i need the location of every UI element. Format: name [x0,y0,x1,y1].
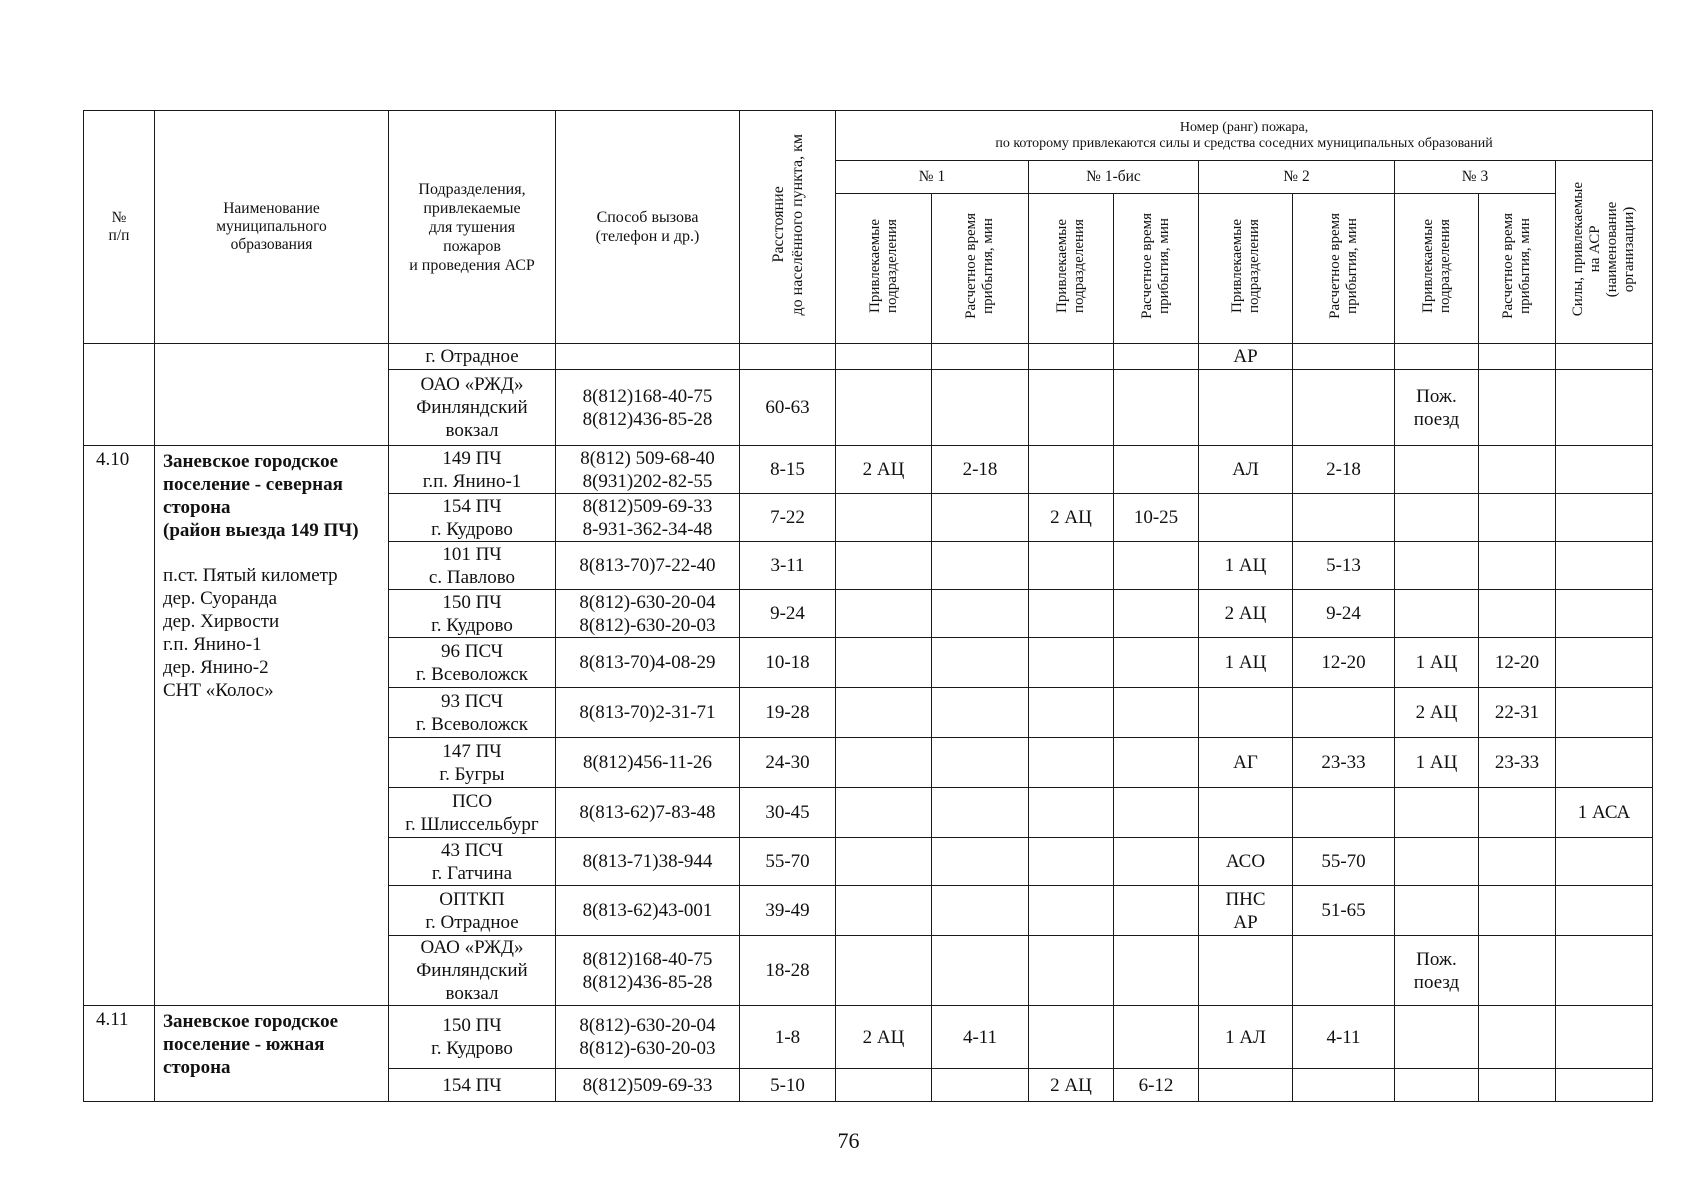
cell-phone: 8(813-71)38-944 [556,838,740,886]
cell-r3-time: 23-33 [1479,738,1556,788]
cell-r3-units: 1 АЦ [1395,738,1479,788]
cell-r1-units [836,542,932,590]
cell-distance [740,344,836,370]
cell-r1bis-time [1114,738,1199,788]
cell-num: 4.11 [84,1006,155,1102]
cell-r1bis-time: 10-25 [1114,494,1199,542]
header-fire-rank: Номер (ранг) пожара, по которому привлекаются силы и средства соседних муниципальных образований [836,111,1653,161]
header-num: № п/п [84,111,155,344]
cell-r3-time [1479,494,1556,542]
cell-r2-units: АГ [1199,738,1293,788]
cell-r1bis-time [1114,838,1199,886]
cell-distance: 24-30 [740,738,836,788]
cell-unit: 154 ПЧ [389,1069,556,1102]
cell-r1-time [932,542,1029,590]
cell-distance: 30-45 [740,788,836,838]
cell-phone: 8(812)168-40-75 8(812)436-85-28 [556,936,740,1006]
cell-unit: ПСО г. Шлиссельбург [389,788,556,838]
cell-r1-time [932,936,1029,1006]
cell-r1bis-units [1029,370,1114,446]
cell-r1bis-units [1029,344,1114,370]
cell-r1bis-units: 2 АЦ [1029,494,1114,542]
cell-distance: 10-18 [740,638,836,688]
cell-r3-time [1479,838,1556,886]
cell-r3-units [1395,446,1479,494]
cell-distance: 3-11 [740,542,836,590]
cell-unit: 154 ПЧ г. Кудрово [389,494,556,542]
header-r3-units: Привлекаемые подразделения [1395,194,1479,344]
header-municipality: Наименование муниципального образования [155,111,389,344]
cell-r2-units: АЛ [1199,446,1293,494]
cell-r1bis-units [1029,936,1114,1006]
cell-r3-units [1395,344,1479,370]
cell-r1bis-time [1114,688,1199,738]
header-asr-forces: Силы, привлекаемые на АСР (наименование организации) [1556,161,1653,344]
cell-distance: 55-70 [740,838,836,886]
table-row [84,344,1653,370]
cell-asr [1556,590,1653,638]
page-number: 76 [837,1128,860,1153]
cell-r3-time [1479,1006,1556,1069]
cell-phone: 8(813-62)43-001 [556,886,740,936]
cell-num: 4.10 [84,446,155,1006]
cell-phone: 8(813-70)7-22-40 [556,542,740,590]
cell-phone: 8(812)456-11-26 [556,738,740,788]
cell-r1-units [836,638,932,688]
cell-r2-time [1293,344,1395,370]
cell-r1-time [932,638,1029,688]
header-rank-1bis: № 1-бис [1029,161,1199,194]
cell-r3-units [1395,838,1479,886]
header-rank-2: № 2 [1199,161,1395,194]
cell-distance: 8-15 [740,446,836,494]
cell-r1bis-units [1029,788,1114,838]
cell-r1-time [932,788,1029,838]
cell-r1bis-time [1114,936,1199,1006]
cell-phone: 8(812)-630-20-04 8(812)-630-20-03 [556,590,740,638]
header-r1bis-units: Привлекаемые подразделения [1029,194,1114,344]
cell-r1-units [836,838,932,886]
cell-r3-units: Пож. поезд [1395,370,1479,446]
cell-r2-time: 23-33 [1293,738,1395,788]
cell-distance: 18-28 [740,936,836,1006]
cell-r3-units [1395,1006,1479,1069]
cell-r1-units [836,788,932,838]
cell-r1bis-time [1114,1006,1199,1069]
cell-asr [1556,638,1653,688]
cell-r1bis-units [1029,1006,1114,1069]
cell-phone: 8(812) 509-68-40 8(931)202-82-55 [556,446,740,494]
cell-phone: 8(812)168-40-75 8(812)436-85-28 [556,370,740,446]
cell-r2-units [1199,370,1293,446]
cell-r1-time [932,344,1029,370]
cell-r1-units [836,886,932,936]
cell-r2-units: ПНС АР [1199,886,1293,936]
cell-r1bis-time [1114,542,1199,590]
cell-r2-time [1293,370,1395,446]
cell-r1bis-time [1114,638,1199,688]
cell-r3-time [1479,370,1556,446]
cell-r1-time [932,688,1029,738]
cell-r1-time [932,370,1029,446]
cell-r1-time [932,590,1029,638]
cell-asr [1556,688,1653,738]
cell-r1bis-time: 6-12 [1114,1069,1199,1102]
cell-unit: 149 ПЧ г.п. Янино-1 [389,446,556,494]
cell-r2-units [1199,1069,1293,1102]
cell-r2-time: 2-18 [1293,446,1395,494]
cell-r2-time [1293,688,1395,738]
cell-r1bis-units [1029,688,1114,738]
cell-unit: ОПТКП г. Отрадное [389,886,556,936]
cell-asr [1556,446,1653,494]
cell-r1bis-units: 2 АЦ [1029,1069,1114,1102]
cell-r3-time [1479,936,1556,1006]
cell-phone: 8(813-62)7-83-48 [556,788,740,838]
cell-unit: 93 ПСЧ г. Всеволожск [389,688,556,738]
cell-r1-time [932,494,1029,542]
cell-phone: 8(812)-630-20-04 8(812)-630-20-03 [556,1006,740,1069]
cell-r1-units [836,1069,932,1102]
cell-unit: 43 ПСЧ г. Гатчина [389,838,556,886]
header-r1bis-time: Расчетное время прибытия, мин [1114,194,1199,344]
cell-unit: г. Отрадное [389,344,556,370]
cell-r1bis-units [1029,838,1114,886]
cell-r3-time [1479,1069,1556,1102]
cell-r3-time [1479,446,1556,494]
cell-asr [1556,370,1653,446]
cell-asr [1556,344,1653,370]
table-body [84,344,1653,1102]
header-r2-units: Привлекаемые подразделения [1199,194,1293,344]
cell-phone: 8(813-70)2-31-71 [556,688,740,738]
cell-municipality [155,446,389,1006]
cell-asr: 1 АСА [1556,788,1653,838]
cell-asr [1556,542,1653,590]
table-header [84,111,1653,344]
cell-r1-units [836,590,932,638]
cell-r1-units [836,738,932,788]
cell-asr [1556,738,1653,788]
cell-r3-units [1395,1069,1479,1102]
cell-distance: 19-28 [740,688,836,738]
cell-r3-time: 22-31 [1479,688,1556,738]
cell-r1bis-time [1114,344,1199,370]
cell-unit: 96 ПСЧ г. Всеволожск [389,638,556,688]
cell-r1bis-units [1029,590,1114,638]
cell-r2-time: 5-13 [1293,542,1395,590]
table-sheet [83,110,1652,1102]
cell-r2-time: 9-24 [1293,590,1395,638]
cell-unit: 150 ПЧ г. Кудрово [389,1006,556,1069]
cell-r1-time [932,1069,1029,1102]
cell-municipality [155,1006,389,1102]
cell-r2-time [1293,936,1395,1006]
cell-r2-units [1199,688,1293,738]
header-call-method: Способ вызова (телефон и др.) [556,111,740,344]
cell-r1-time [932,886,1029,936]
cell-r3-units: 1 АЦ [1395,638,1479,688]
municipality-name: Заневское городское поселение - северная сторона (район выезда 149 ПЧ) [163,451,359,541]
cell-asr [1556,1069,1653,1102]
cell-r1-units [836,688,932,738]
cell-distance: 7-22 [740,494,836,542]
cell-r1bis-units [1029,638,1114,688]
cell-r3-time [1479,344,1556,370]
header-distance: Расстояние до населённого пункта, км [740,111,836,344]
cell-r2-time: 12-20 [1293,638,1395,688]
cell-r2-time [1293,494,1395,542]
cell-r1-units: 2 АЦ [836,446,932,494]
cell-asr [1556,838,1653,886]
cell-r3-units [1395,886,1479,936]
cell-r3-time [1479,788,1556,838]
cell-phone: 8(813-70)4-08-29 [556,638,740,688]
cell-r2-time: 4-11 [1293,1006,1395,1069]
cell-r1-time: 4-11 [932,1006,1029,1069]
cell-r1-time: 2-18 [932,446,1029,494]
header-rank-1: № 1 [836,161,1029,194]
cell-r3-time [1479,542,1556,590]
cell-distance: 9-24 [740,590,836,638]
cell-r1bis-time [1114,370,1199,446]
cell-r3-units: 2 АЦ [1395,688,1479,738]
cell-distance: 60-63 [740,370,836,446]
table-row [84,1006,1653,1069]
cell-r3-time: 12-20 [1479,638,1556,688]
cell-r1bis-units [1029,738,1114,788]
cell-r3-time [1479,886,1556,936]
cell-asr [1556,1006,1653,1069]
cell-r1-time [932,738,1029,788]
header-r2-time: Расчетное время прибытия, мин [1293,194,1395,344]
cell-r1-time [932,838,1029,886]
cell-unit: ОАО «РЖД» Финляндский вокзал [389,370,556,446]
table-row [84,446,1653,494]
cell-phone [556,344,740,370]
cell-r3-units [1395,788,1479,838]
cell-r2-units [1199,494,1293,542]
cell-r3-units [1395,542,1479,590]
cell-phone: 8(812)509-69-33 8-931-362-34-48 [556,494,740,542]
cell-r2-time [1293,1069,1395,1102]
fire-forces-table [83,110,1653,1102]
cell-unit: 101 ПЧ с. Павлово [389,542,556,590]
cell-r3-units: Пож. поезд [1395,936,1479,1006]
cell-r3-units [1395,590,1479,638]
cell-r3-time [1479,590,1556,638]
cell-r2-time: 55-70 [1293,838,1395,886]
cell-num [84,344,155,446]
settlement-list: п.ст. Пятый километр дер. Суоранда дер. Хирвости г.п. Янино-1 дер. Янино-2 СНТ «Колос» [163,565,338,701]
cell-r1bis-units [1029,886,1114,936]
cell-phone: 8(812)509-69-33 [556,1069,740,1102]
cell-r1-units [836,370,932,446]
cell-asr [1556,494,1653,542]
cell-municipality [155,344,389,446]
cell-r3-units [1395,494,1479,542]
cell-r1-units: 2 АЦ [836,1006,932,1069]
cell-r2-units: АР [1199,344,1293,370]
cell-distance: 1-8 [740,1006,836,1069]
cell-asr [1556,886,1653,936]
cell-r2-units: АСО [1199,838,1293,886]
cell-distance: 39-49 [740,886,836,936]
municipality-name: Заневское городское поселение - южная сторона [163,1011,339,1078]
cell-r2-time: 51-65 [1293,886,1395,936]
cell-unit: 150 ПЧ г. Кудрово [389,590,556,638]
cell-unit: ОАО «РЖД» Финляндский вокзал [389,936,556,1006]
cell-r1bis-time [1114,886,1199,936]
cell-r1bis-time [1114,590,1199,638]
header-r3-time: Расчетное время прибытия, мин [1479,194,1556,344]
cell-distance: 5-10 [740,1069,836,1102]
cell-r1bis-units [1029,542,1114,590]
cell-r1bis-time [1114,446,1199,494]
cell-r2-units: 2 АЦ [1199,590,1293,638]
cell-asr [1556,936,1653,1006]
header-r1-time: Расчетное время прибытия, мин [932,194,1029,344]
cell-r1-units [836,494,932,542]
cell-r2-units: 1 АЛ [1199,1006,1293,1069]
cell-r2-units [1199,788,1293,838]
cell-r1bis-time [1114,788,1199,838]
cell-unit: 147 ПЧ г. Бугры [389,738,556,788]
cell-r1-units [836,344,932,370]
cell-r2-units: 1 АЦ [1199,542,1293,590]
header-units: Подразделения, привлекаемые для тушения пожаров и проведения АСР [389,111,556,344]
cell-r2-units [1199,936,1293,1006]
header-rank-3: № 3 [1395,161,1556,194]
cell-r1-units [836,936,932,1006]
cell-r2-units: 1 АЦ [1199,638,1293,688]
cell-r2-time [1293,788,1395,838]
cell-r1bis-units [1029,446,1114,494]
header-r1-units: Привлекаемые подразделения [836,194,932,344]
